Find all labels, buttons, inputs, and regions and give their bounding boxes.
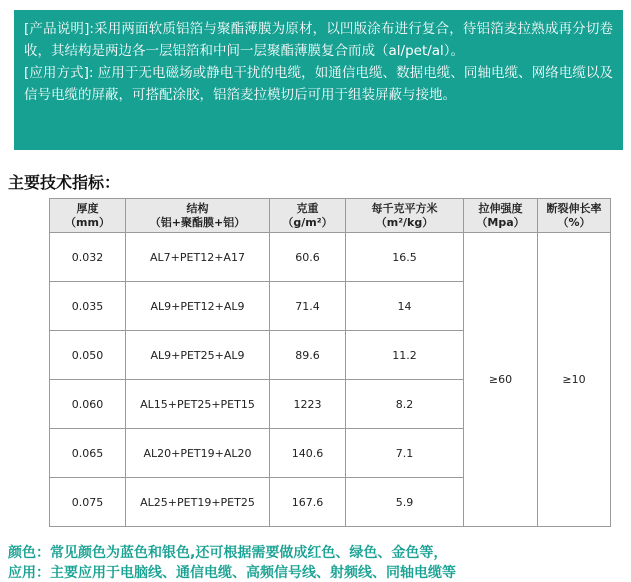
cell-thickness: 0.032	[50, 233, 126, 282]
application-note: 应用：主要应用于电脑线、通信电缆、高频信号线、射频线、同轴电缆等	[8, 565, 456, 581]
cell-structure: AL15+PET25+PET15	[126, 380, 270, 429]
header-tensile: 拉伸强度 （Mpa）	[464, 199, 538, 233]
cell-area: 14	[346, 282, 464, 331]
usage-description: [应用方式]: 应用于无电磁场或静电干扰的电缆，如通信电缆、数据电缆、同轴电缆、网络电缆以及信号电缆的屏蔽，可搭配涂胶，铝箔麦拉模切后可用于组装屏蔽与接地。	[24, 65, 613, 103]
cell-weight: 71.4	[270, 282, 346, 331]
cell-thickness: 0.035	[50, 282, 126, 331]
cell-thickness: 0.065	[50, 429, 126, 478]
cell-weight: 1223	[270, 380, 346, 429]
header-weight: 克重 （g/m²）	[270, 199, 346, 233]
cell-structure: AL20+PET19+AL20	[126, 429, 270, 478]
cell-weight: 140.6	[270, 429, 346, 478]
cell-structure: AL7+PET12+A17	[126, 233, 270, 282]
table-header-row	[50, 199, 611, 233]
header-elongation: 断裂伸长率 （%）	[538, 199, 611, 233]
cell-area: 8.2	[346, 380, 464, 429]
section-title: 主要技术指标：	[8, 173, 121, 192]
cell-structure: AL9+PET25+AL9	[126, 331, 270, 380]
cell-thickness: 0.075	[50, 478, 126, 527]
cell-structure: AL25+PET19+PET25	[126, 478, 270, 527]
spec-table	[49, 198, 611, 527]
color-note: 颜色：常见颜色为蓝色和银色,还可根据需要做成红色、绿色、金色等，	[8, 545, 448, 561]
header-thickness: 厚度 （mm）	[50, 199, 126, 233]
cell-elongation: ≥10	[538, 233, 611, 527]
product-intro-panel	[14, 10, 623, 150]
cell-area: 11.2	[346, 331, 464, 380]
cell-area: 7.1	[346, 429, 464, 478]
table-row	[50, 233, 611, 282]
cell-tensile: ≥60	[464, 233, 538, 527]
cell-thickness: 0.060	[50, 380, 126, 429]
cell-weight: 89.6	[270, 331, 346, 380]
cell-structure: AL9+PET12+AL9	[126, 282, 270, 331]
cell-area: 16.5	[346, 233, 464, 282]
cell-weight: 167.6	[270, 478, 346, 527]
header-structure: 结构 （铝+聚酯膜+铝）	[126, 199, 270, 233]
cell-weight: 60.6	[270, 233, 346, 282]
product-description: [产品说明]:采用两面软质铝箔与聚酯薄膜为原材，以凹版涂布进行复合，待铝箔麦拉熟成再分切卷收，其结构是两边各一层铝箔和中间一层聚酯薄膜复合而成（al/pet/al）。	[24, 21, 613, 59]
cell-area: 5.9	[346, 478, 464, 527]
header-area: 每千克平方米 （m²/kg）	[346, 199, 464, 233]
cell-thickness: 0.050	[50, 331, 126, 380]
